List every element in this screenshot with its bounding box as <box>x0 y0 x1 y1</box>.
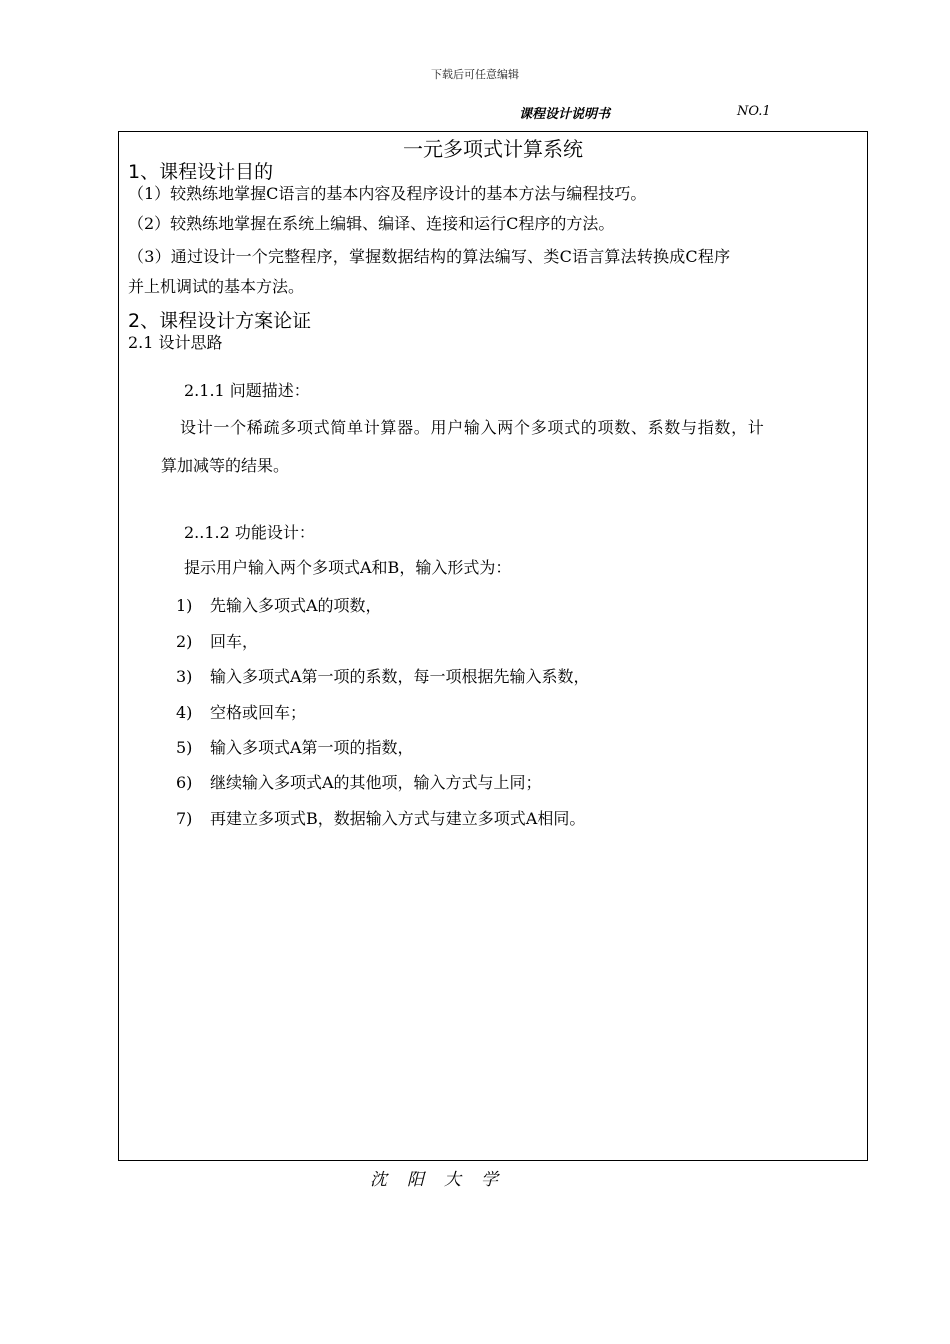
list-item: 1) 先输入多项式A的项数， <box>176 596 382 615</box>
problem-line-1: 设计一个稀疏多项式简单计算器。用户输入两个多项式的项数、系数与指数，计 <box>180 418 765 437</box>
list-item: 7) 再建立多项式B，数据输入方式与建立多项式A相同。 <box>176 809 586 828</box>
document-title: 一元多项式计算系统 <box>403 137 583 161</box>
section1-item-3: （3）通过设计一个完整程序，掌握数据结构的算法编写、类C语言算法转换成C程序 <box>128 247 731 266</box>
problem-label: 2.1.1 问题描述： <box>184 381 310 400</box>
list-item: 6) 继续输入多项式A的其他项，输入方式与上同； <box>176 773 542 792</box>
section2-subheading: 2.1 设计思路 <box>128 333 223 352</box>
list-item: 3) 输入多项式A第一项的系数，每一项根据先输入系数， <box>176 667 590 686</box>
section1-heading: 1、课程设计目的 <box>128 161 274 183</box>
section1-item-3-cont: 并上机调试的基本方法。 <box>128 277 305 296</box>
function-label: 2..1.2 功能设计： <box>184 523 315 542</box>
list-item: 2) 回车， <box>176 632 259 651</box>
watermark: 下载后可任意编辑 <box>431 68 519 81</box>
header-doc-type: 课程设计说明书 <box>519 107 611 122</box>
footer-university: 沈阳大学 <box>370 1170 518 1190</box>
section1-item-1: （1）较熟练地掌握C语言的基本内容及程序设计的基本方法与编程技巧。 <box>128 184 647 203</box>
section1-item-2: （2）较熟练地掌握在系统上编辑、编译、连接和运行C程序的方法。 <box>128 214 615 233</box>
header-page-number: NO.1 <box>737 104 771 119</box>
function-intro: 提示用户输入两个多项式A和B，输入形式为： <box>184 558 512 577</box>
problem-line-2: 算加减等的结果。 <box>161 456 290 475</box>
list-item: 5) 输入多项式A第一项的指数， <box>176 738 414 757</box>
list-item: 4) 空格或回车； <box>176 703 307 722</box>
section2-heading: 2、课程设计方案论证 <box>128 310 312 332</box>
